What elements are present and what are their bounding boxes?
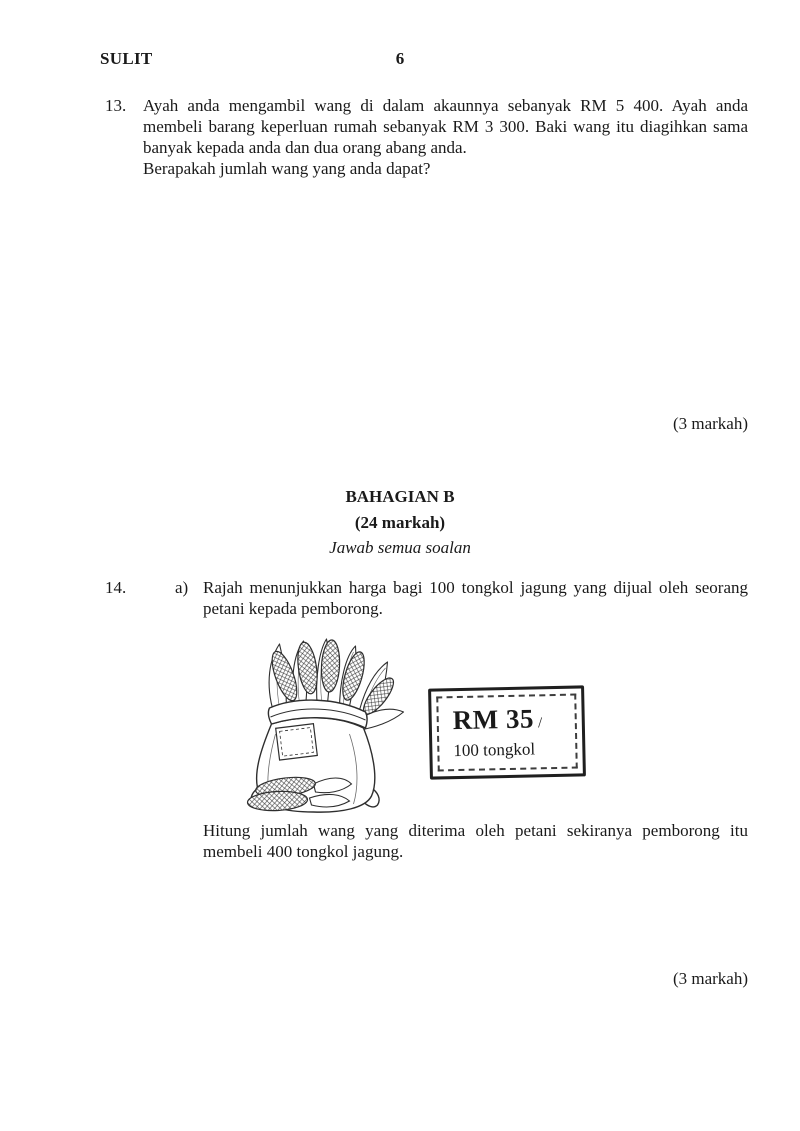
- classification-label: SULIT: [100, 49, 153, 68]
- question-14-task: Hitung jumlah wang yang diterima oleh petani sekiranya pemborong itu membeli 400 tongkol jagung.: [203, 821, 748, 861]
- question-13: [105, 95, 748, 179]
- question-14-part-label: a): [175, 578, 189, 597]
- corn-sack-illustration: [228, 638, 416, 816]
- page-number: 6: [395, 49, 405, 68]
- question-13-text: [143, 95, 748, 179]
- price-value: RM 35: [452, 703, 535, 736]
- price-separator: /: [537, 715, 543, 732]
- question-13-prompt: Berapakah jumlah wang yang anda dapat?: [143, 159, 431, 178]
- price-sign: [428, 685, 586, 779]
- question-14: [105, 577, 748, 619]
- section-b-heading: [0, 484, 800, 561]
- question-14-marks: (3 markah): [672, 969, 748, 988]
- section-b-instruction: Jawab semua soalan: [329, 538, 471, 557]
- question-13-number: 13.: [105, 96, 127, 115]
- section-b-title: BAHAGIAN B: [345, 487, 455, 506]
- question-13-body: Ayah anda mengambil wang di dalam akaunnya sebanyak RM 5 400. Ayah anda membeli barang keperluan rumah sebanyak RM 3 300. Baki wang itu diagihkan sama banyak kepada anda dan dua orang abang anda.: [143, 96, 748, 157]
- question-14-number: 14.: [105, 578, 127, 597]
- price-unit: 100 tongkol: [453, 739, 536, 761]
- question-14-body: Rajah menunjukkan harga bagi 100 tongkol jagung yang dijual oleh seorang petani kepada pemborong.: [203, 578, 748, 618]
- price-line: [452, 703, 575, 741]
- section-b-marks: (24 markah): [354, 512, 446, 532]
- question-13-marks: (3 markah): [672, 414, 748, 433]
- sack-patch: [276, 724, 318, 760]
- price-sign-dashed-frame: [436, 694, 578, 772]
